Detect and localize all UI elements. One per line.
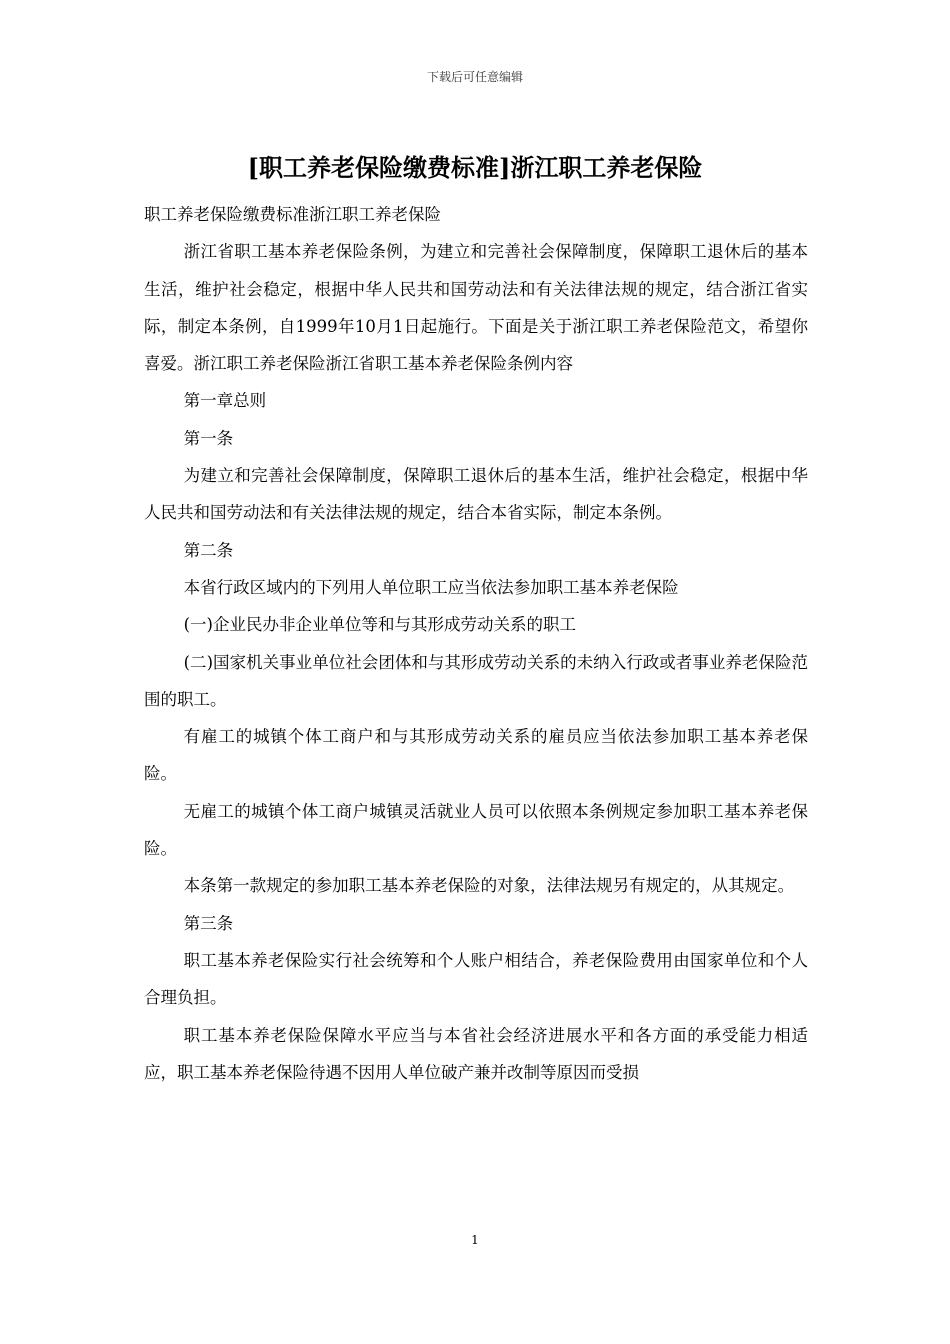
paragraph: 无雇工的城镇个体工商户城镇灵活就业人员可以依照本条例规定参加职工基本养老保险。 <box>144 801 808 859</box>
paragraph: (二)国家机关事业单位社会团体和与其形成劳动关系的未纳入行政或者事业养老保险范围的职工。 <box>144 652 808 709</box>
paragraph: 第二条 <box>183 540 234 560</box>
document-title: [职工养老保险缴费标准]浙江职工养老保险 <box>247 153 703 182</box>
page-number: 1 <box>471 1233 479 1247</box>
paragraph: 第三条 <box>183 913 234 933</box>
paragraph: 第一章总则 <box>183 391 267 411</box>
paragraph: 职工基本养老保险保障水平应当与本省社会经济进展水平和各方面的承受能力相适应，职工基本养老保险待遇不因用人单位破产兼并改制等原因而受损 <box>144 1025 808 1082</box>
paragraph: 本条第一款规定的参加职工基本养老保险的对象，法律法规另有规定的，从其规定。 <box>183 876 795 896</box>
paragraph: 为建立和完善社会保障制度，保障职工退休后的基本生活，维护社会稳定，根据中华人民共和国劳动法和有关法律法规的规定，结合本省实际，制定本条例。 <box>144 466 808 523</box>
paragraph: 有雇工的城镇个体工商户和与其形成劳动关系的雇员应当依法参加职工基本养老保险。 <box>144 727 808 784</box>
paragraph: 第一条 <box>183 428 234 448</box>
paragraph: 职工养老保险缴费标准浙江职工养老保险 <box>144 205 441 224</box>
paragraph: (一)企业民办非企业单位等和与其形成劳动关系的职工 <box>183 615 576 635</box>
paragraph: 职工基本养老保险实行社会统筹和个人账户相结合，养老保险费用由国家单位和个人合理负担。 <box>144 950 808 1008</box>
paragraph: 浙江省职工基本养老保险条例，为建立和完善社会保障制度，保障职工退休后的基本生活，维护社会稳定，根据中华人民共和国劳动法和有关法律法规的规定，结合浙江省实际，制定本条例，自1999年10月1日起施行。下面是关于浙江职工养老保险范文，希望你喜爱。浙江职工养老保险浙江省职工基本养老保险条例内容 <box>144 242 808 374</box>
paragraph: 本省行政区域内的下列用人单位职工应当依法参加职工基本养老保险 <box>183 577 679 597</box>
header-note: 下载后可任意编辑 <box>426 70 523 84</box>
document-body <box>144 196 808 1091</box>
